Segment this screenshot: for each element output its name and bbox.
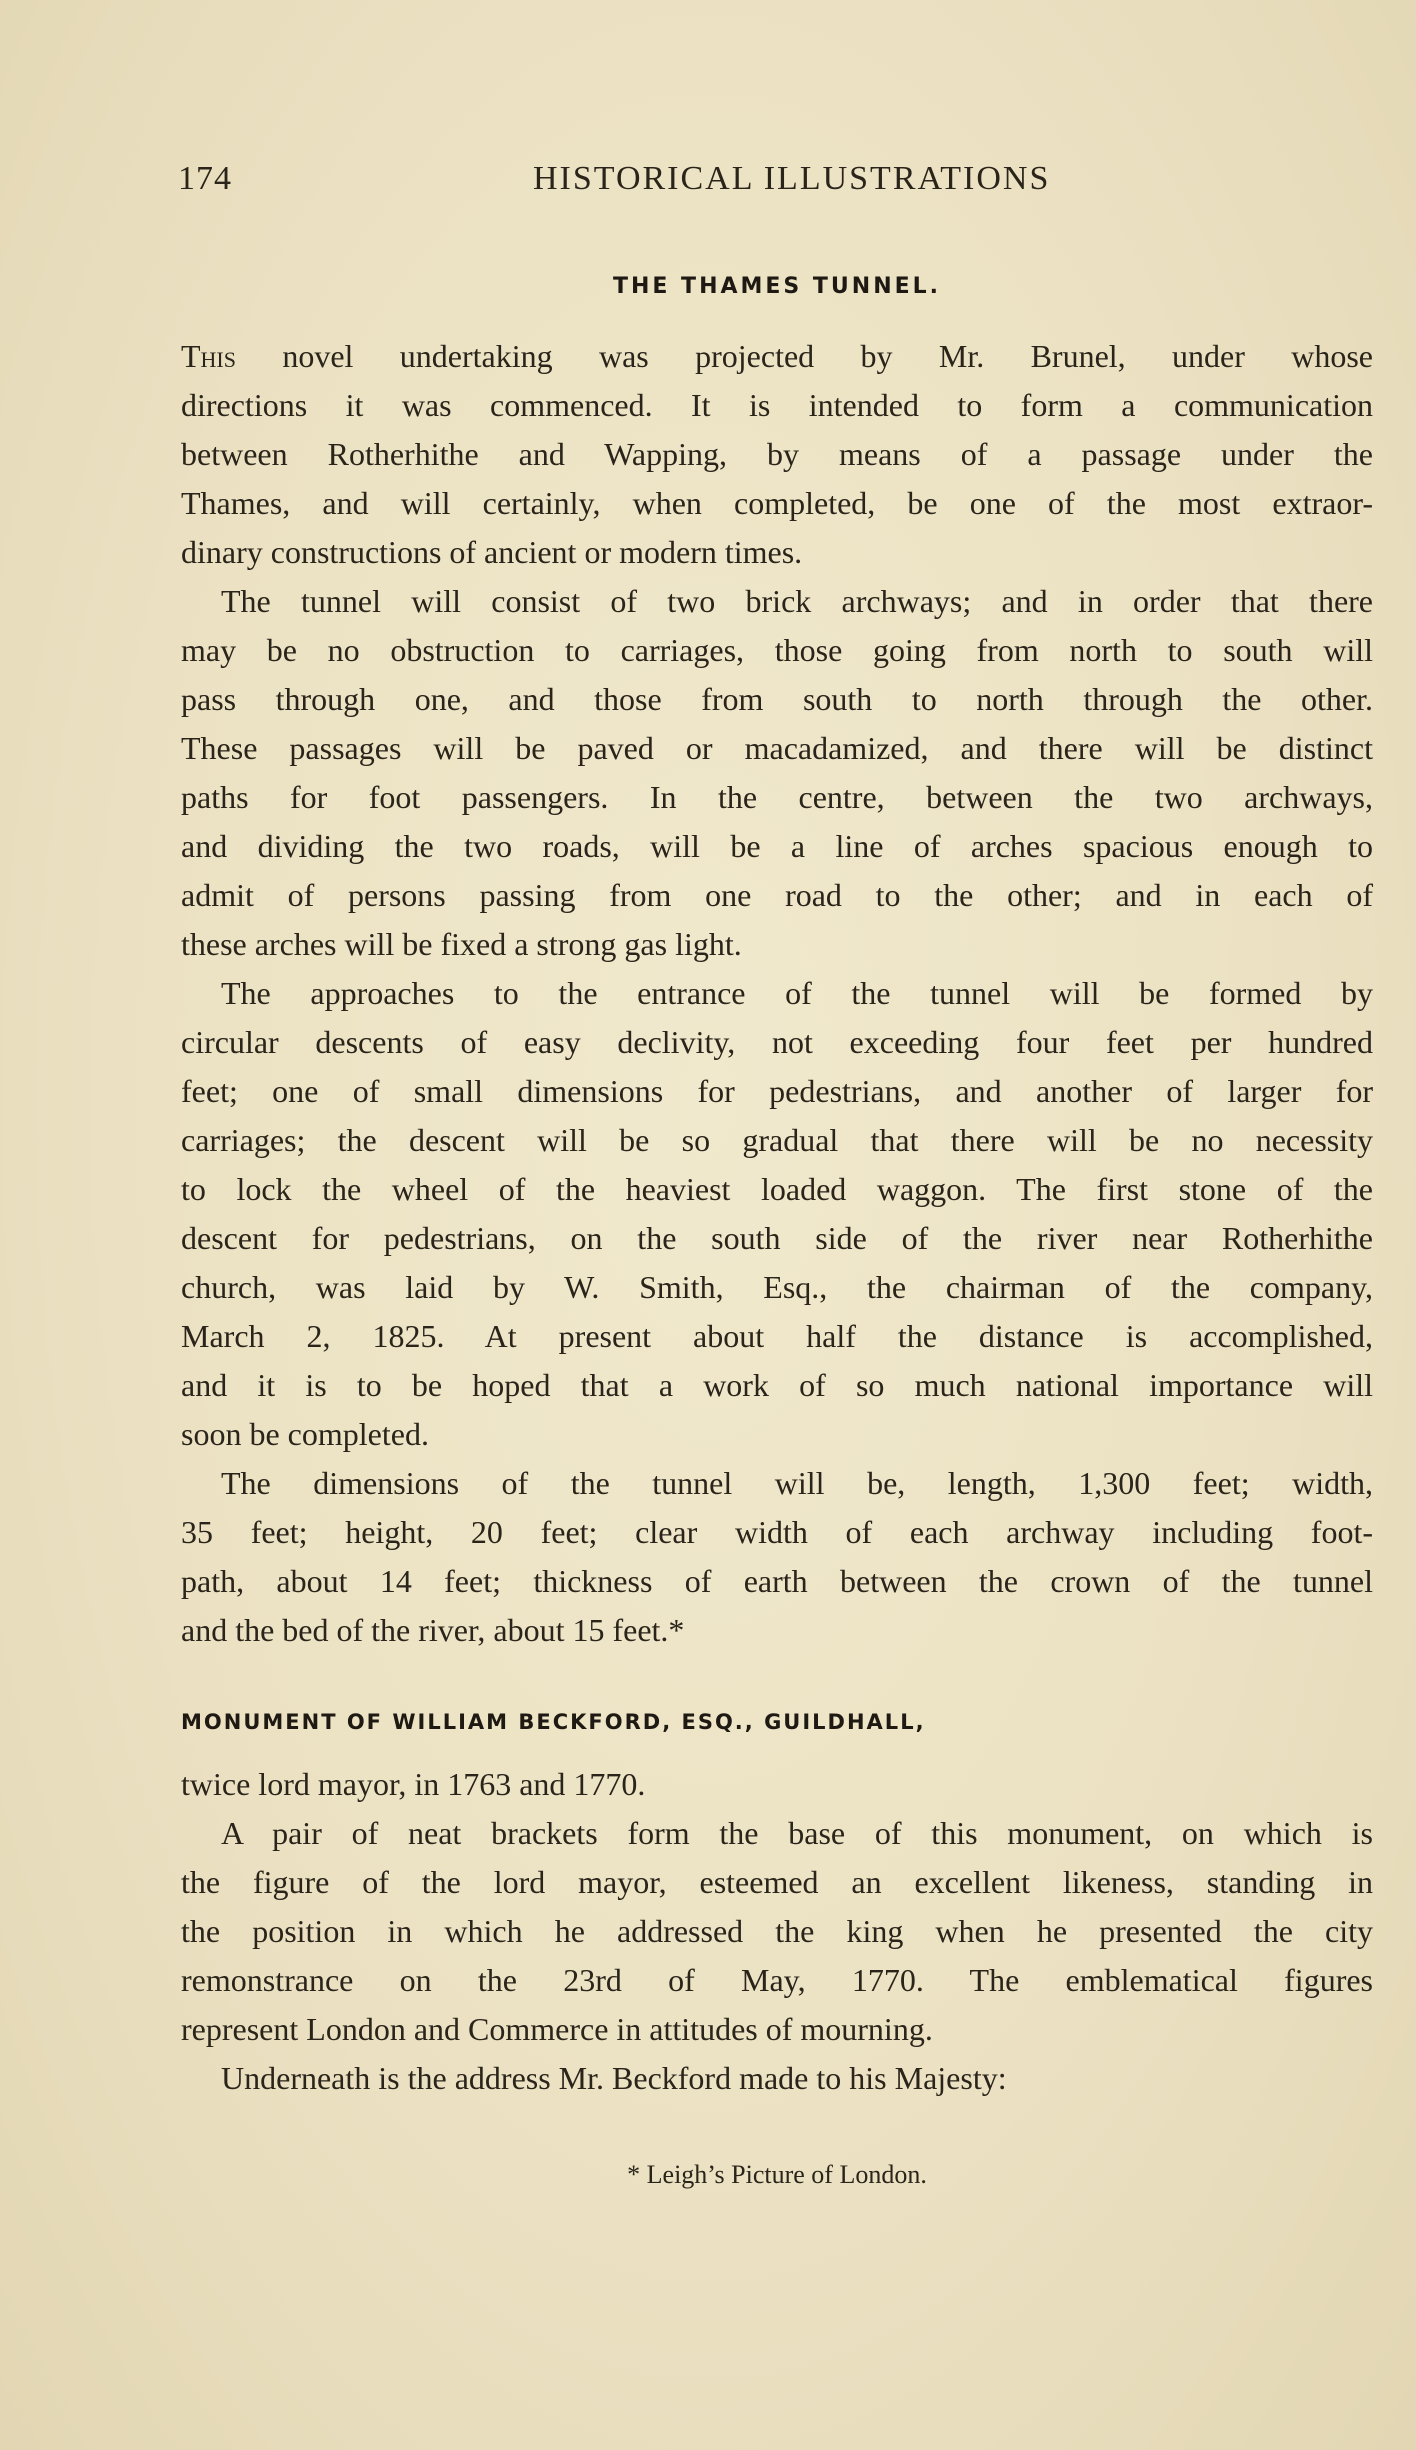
running-head: [178, 160, 1378, 204]
paragraph-line: March 2, 1825. At present about half the distance is accomplished,: [181, 1318, 1373, 1354]
paragraph-line: the position in which he addressed the king when he presented the city: [181, 1913, 1373, 1949]
paragraph-line: twice lord mayor, in 1763 and 1770.: [181, 1766, 646, 1802]
paragraph-line: A pair of neat brackets form the base of this monument, on which is: [221, 1815, 1373, 1851]
paragraph-line: The tunnel will consist of two brick archways; and in order that there: [221, 583, 1373, 619]
paragraph-line: remonstrance on the 23rd of May, 1770. The emblematical figures: [181, 1962, 1373, 1998]
paragraph-line: these arches will be fixed a strong gas light.: [181, 926, 742, 962]
paragraph-line: 35 feet; height, 20 feet; clear width of each archway including foot-: [181, 1514, 1373, 1550]
paragraph-line: This novel undertaking was projected by Mr. Brunel, under whose: [181, 338, 1373, 374]
paragraph-line: Underneath is the address Mr. Beckford made to his Majesty:: [221, 2060, 1007, 2096]
lead-word: This: [181, 338, 236, 374]
section-heading-thames-tunnel: THE THAMES TUNNEL.: [612, 274, 942, 299]
paragraph-line: paths for foot passengers. In the centre, between the two archways,: [181, 779, 1373, 815]
page-number: 174: [178, 160, 232, 197]
paragraph-line: The approaches to the entrance of the tunnel will be formed by: [221, 975, 1373, 1011]
paragraph-line: carriages; the descent will be so gradual that there will be no necessity: [181, 1122, 1373, 1158]
paragraph-line: feet; one of small dimensions for pedestrians, and another of larger for: [181, 1073, 1373, 1109]
paragraph-line: Thames, and will certainly, when completed, be one of the most extraor-: [181, 485, 1373, 521]
paragraph-line: admit of persons passing from one road to the other; and in each of: [181, 877, 1373, 913]
paragraph-line: the figure of the lord mayor, esteemed an excellent likeness, standing in: [181, 1864, 1373, 1900]
paragraph-line: The dimensions of the tunnel will be, length, 1,300 feet; width,: [221, 1465, 1373, 1501]
paragraph-line: dinary constructions of ancient or modern times.: [181, 534, 803, 570]
paragraph-line: circular descents of easy declivity, not exceeding four feet per hundred: [181, 1024, 1373, 1060]
header-title: HISTORICAL ILLUSTRATIONS: [533, 160, 1051, 197]
paragraph-line: represent London and Commerce in attitudes of mourning.: [181, 2011, 933, 2047]
paragraph-line: may be no obstruction to carriages, those going from north to south will: [181, 632, 1373, 668]
paragraph-line: to lock the wheel of the heaviest loaded waggon. The first stone of the: [181, 1171, 1373, 1207]
paragraph-line: and the bed of the river, about 15 feet.*: [181, 1612, 685, 1648]
section-heading-beckford-monument: MONUMENT OF WILLIAM BECKFORD, ESQ., GUILDHALL,: [181, 1710, 926, 1734]
paragraph-line: pass through one, and those from south to north through the other.: [181, 681, 1373, 717]
footnote: * Leigh’s Picture of London.: [627, 2160, 927, 2189]
paragraph-line: path, about 14 feet; thickness of earth between the crown of the tunnel: [181, 1563, 1373, 1599]
paragraph-line: These passages will be paved or macadamized, and there will be distinct: [181, 730, 1373, 766]
paragraph-line: descent for pedestrians, on the south side of the river near Rotherhithe: [181, 1220, 1373, 1256]
paragraph-line: and dividing the two roads, will be a line of arches spacious enough to: [181, 828, 1373, 864]
paragraph-line: and it is to be hoped that a work of so much national importance will: [181, 1367, 1373, 1403]
paragraph-line: directions it was commenced. It is intended to form a communication: [181, 387, 1373, 423]
paragraph-line: church, was laid by W. Smith, Esq., the chairman of the company,: [181, 1269, 1373, 1305]
paragraph-line: soon be completed.: [181, 1416, 429, 1452]
paragraph-line: between Rotherhithe and Wapping, by means of a passage under the: [181, 436, 1373, 472]
